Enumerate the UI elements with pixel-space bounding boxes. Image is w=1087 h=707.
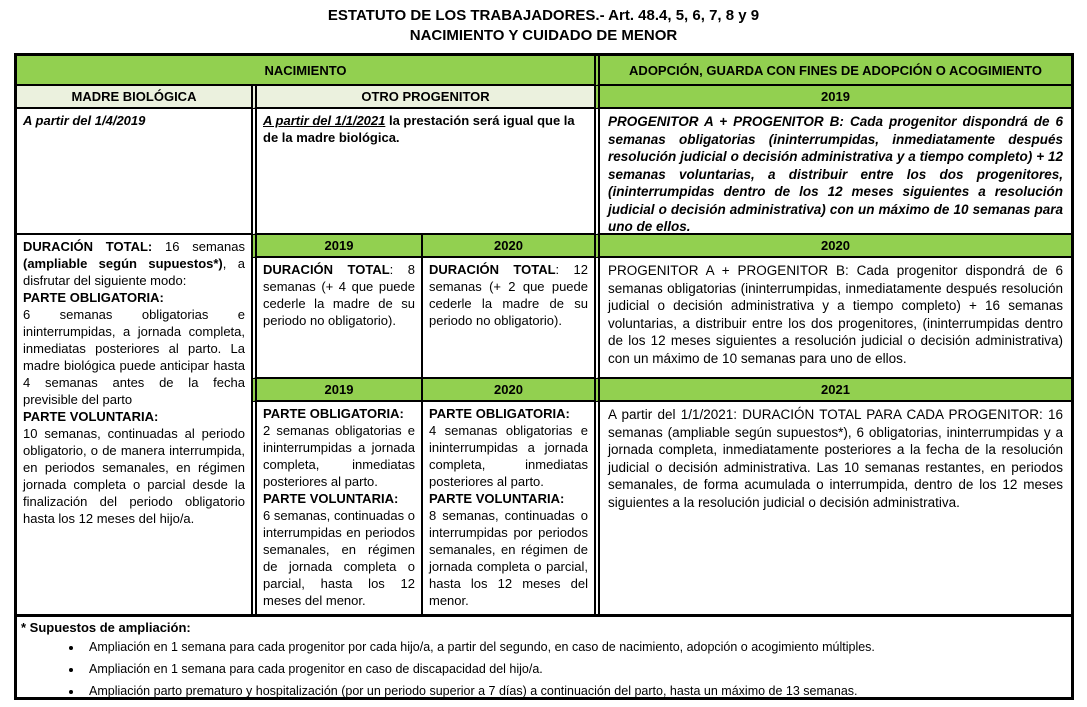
document-title <box>0 6 1087 46</box>
madre-obligatoria-label: PARTE OBLIGATORIA: <box>23 290 164 305</box>
footnote-item: • Ampliación en 1 semana para cada progenitor en caso de discapacidad del hijo/a. <box>83 661 1065 677</box>
header-adopcion-2020: 2020 <box>594 235 1071 258</box>
otro-intro-date: A partir del 1/1/2021 <box>263 113 386 128</box>
header-otro-2019-duracion: 2019 <box>251 235 423 258</box>
header-adopcion: ADOPCIÓN, GUARDA CON FINES DE ADOPCIÓN O ACOGIMIENTO <box>594 56 1071 86</box>
otro-2020-obligatoria-label: PARTE OBLIGATORIA: <box>429 406 570 421</box>
otro-2020-duracion-label: DURACIÓN TOTAL <box>429 262 556 277</box>
header-madre-biologica: MADRE BIOLÓGICA <box>17 86 251 109</box>
madre-voluntaria-text: 10 semanas, continuadas al periodo obligatorio, o de manera interrumpida, en periodos semanales, en régimen jornada completa o parcial desde la finalización del periodo obligatorio hasta los 12 meses del hijo/a. <box>23 426 245 526</box>
header-otro-2020-duracion: 2020 <box>423 235 594 258</box>
header-otro-2019-partes: 2019 <box>251 379 423 402</box>
otro-2019-voluntaria-label: PARTE VOLUNTARIA: <box>263 491 399 506</box>
cell-adopcion-2020: PROGENITOR A + PROGENITOR B: Cada progenitor dispondrá de 6 semanas obligatorias (ininterrumpidas, inmediatamente después resolución judicial o decisión administrativa y a tiempo completo) + 16 semanas voluntarias, a distribuir entre los dos progenitores, (ininterrumpidas dentro de los 12 meses siguientes a resolución judicial o decisión administrativa) con un máximo de 10 semanas para uno de ellos. <box>594 258 1071 379</box>
otro-2020-voluntaria-text: 8 semanas, continuadas o interrumpidas por periodos semanales, en régimen de jornada completa o parcial, hasta los 12 meses del menor. <box>429 508 588 608</box>
otro-2020-duracion-text: : 12 semanas (+ 2 que puede cederle la madre de su periodo no obligatorio). <box>429 262 588 328</box>
header-adopcion-2019: 2019 <box>594 86 1071 109</box>
cell-otro-2019-partes <box>251 402 423 614</box>
header-otro-2020-partes: 2020 <box>423 379 594 402</box>
otro-2019-obligatoria-text: 2 semanas obligatorias e ininterrumpidas a jornada completa, inmediatas posteriores al parto. <box>263 423 415 489</box>
otro-intro-rest: la prestación será igual que la de la madre biológica. <box>263 113 575 145</box>
otro-2020-obligatoria-text: 4 semanas obligatorias e ininterrumpidas a jornada completa, inmediatas posteriores al parto. <box>429 423 588 489</box>
title-line-2: NACIMIENTO Y CUIDADO DE MENOR <box>409 27 678 44</box>
header-otro-progenitor: OTRO PROGENITOR <box>251 86 594 109</box>
cell-otro-2020-duracion <box>423 258 594 379</box>
otro-2019-obligatoria-label: PARTE OBLIGATORIA: <box>263 406 404 421</box>
cell-madre-detalle <box>17 235 251 614</box>
otro-2020-voluntaria-label: PARTE VOLUNTARIA: <box>429 491 565 506</box>
header-nacimiento: NACIMIENTO <box>17 56 594 86</box>
cell-madre-a-partir <box>17 109 251 235</box>
table-grid <box>17 56 1071 614</box>
madre-duracion-text2: , a disfrutar del siguiente modo: <box>23 256 245 288</box>
madre-a-partir-text: A partir del 1/4/2019 <box>23 113 146 128</box>
cell-otro-2020-partes <box>423 402 594 614</box>
madre-obligatoria-text: 6 semanas obligatorias e ininterrumpidas, a jornada completa, inmediatas posteriores al parto. La madre biológica puede anticipar hasta 4 semanas antes de la fecha previsible del parto <box>23 307 245 407</box>
statute-table <box>14 53 1074 700</box>
madre-voluntaria-label: PARTE VOLUNTARIA: <box>23 409 159 424</box>
cell-adopcion-2019: PROGENITOR A + PROGENITOR B: Cada progenitor dispondrá de 6 semanas obligatorias (ininterrumpidas, inmediatamente después resolución judicial o decisión administrativa y a tiempo completo) + 12 semanas voluntarias, a distribuir entre los dos progenitores, (ininterrumpidas dentro de los 12 meses siguientes a resolución judicial o decisión administrativa) con un máximo de 10 semanas para uno de ellos. <box>594 109 1071 235</box>
footnotes-list <box>21 639 1065 697</box>
header-adopcion-2021: 2021 <box>594 379 1071 402</box>
madre-duracion-text1: 16 semanas <box>165 239 245 254</box>
cell-adopcion-2021: A partir del 1/1/2021: DURACIÓN TOTAL PARA CADA PROGENITOR: 16 semanas (ampliable según supuestos*), 6 obligatorias, ininterrumpidas y a jornada completa, inmediatamente posteriores a la fecha de la resolución judicial o decisión administrativa. Las 10 semanas restantes, en periodos semanales, de forma acumulada o interrumpida, dentro de los 12 meses siguientes a la resolución judicial o decisión administrativa. <box>594 402 1071 614</box>
otro-2019-duracion-text: : 8 semanas (+ 4 que puede cederle la madre de su periodo no obligatorio). <box>263 262 415 328</box>
footnotes-heading: * Supuestos de ampliación: <box>21 620 191 635</box>
footnotes-section <box>17 614 1071 697</box>
madre-duracion-label: DURACIÓN TOTAL: <box>23 239 166 254</box>
footnote-item: • Ampliación parto prematuro y hospitalización (por un periodo superior a 7 días) a continuación del parto, hasta un máximo de 13 semanas. <box>83 683 1065 697</box>
cell-otro-intro <box>251 109 594 235</box>
otro-2019-duracion-label: DURACIÓN TOTAL <box>263 262 390 277</box>
title-line-1: ESTATUTO DE LOS TRABAJADORES.- Art. 48.4, 5, 6, 7, 8 y 9 <box>327 7 760 24</box>
footnote-item: • Ampliación en 1 semana para cada progenitor por cada hijo/a, a partir del segundo, en caso de nacimiento, adopción o acogimiento múltiples. <box>83 639 1065 655</box>
madre-duracion-bold: (ampliable según supuestos*) <box>23 256 223 271</box>
cell-otro-2019-duracion <box>251 258 423 379</box>
otro-2019-voluntaria-text: 6 semanas, continuadas o interrumpidas en periodos semanales, en régimen de jornada completa o parcial, hasta los 12 meses del menor. <box>263 508 415 608</box>
